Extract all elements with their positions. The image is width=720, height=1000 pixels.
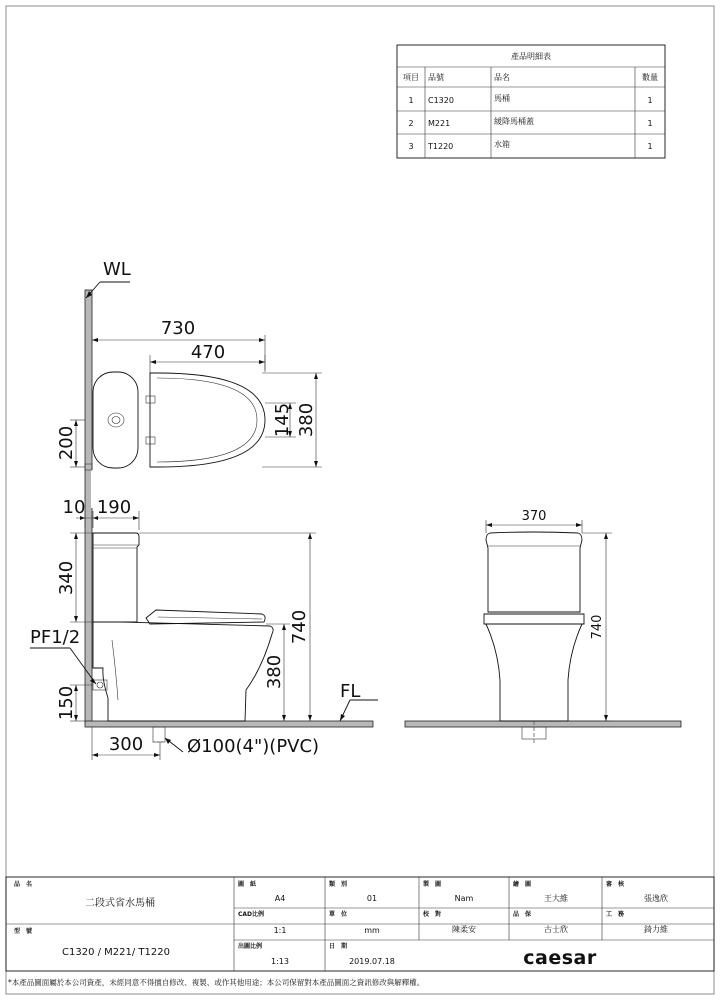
flush-button-icon bbox=[108, 413, 124, 427]
bom-row-1-item: 1 bbox=[408, 96, 414, 105]
title-block bbox=[6, 877, 714, 971]
dim-190: 190 bbox=[96, 497, 132, 518]
dim-10: 10 bbox=[62, 497, 86, 518]
dim-730: 730 bbox=[160, 318, 196, 339]
bom-row-2-qty: 1 bbox=[647, 119, 653, 128]
hinge-icon bbox=[146, 396, 155, 403]
bom-row-3-qty: 1 bbox=[647, 142, 653, 151]
tb-date-caption: 日 期 bbox=[329, 943, 348, 950]
bom-header-item: 項目 bbox=[403, 73, 419, 82]
tb-model: C1320 / M221/ T1220 bbox=[62, 947, 170, 958]
drain-label: Ø100(4")(PVC) bbox=[187, 736, 320, 757]
dim-740-side: 740 bbox=[289, 609, 310, 645]
tb-print-scale-caption: 出圖比例 bbox=[238, 943, 263, 950]
dim-740-front: 740 bbox=[590, 614, 605, 640]
tb-date: 2019.07.18 bbox=[349, 957, 395, 966]
wl-marker bbox=[86, 259, 131, 298]
dim-150: 150 bbox=[56, 685, 77, 721]
tb-product-name: 二段式省水馬桶 bbox=[85, 898, 155, 909]
bowl-front-outline bbox=[486, 624, 582, 721]
bom-row-1-code: C1320 bbox=[428, 96, 454, 105]
tank-side-outline bbox=[93, 533, 139, 622]
tb-reviewer: 王大維 bbox=[544, 894, 568, 903]
tb-unit-caption: 單 位 bbox=[329, 911, 348, 918]
tb-engineer: 錡力維 bbox=[644, 925, 668, 934]
top-view bbox=[56, 318, 322, 470]
dim-300: 300 bbox=[108, 734, 144, 755]
bom-header-code: 品號 bbox=[428, 73, 444, 82]
seat-front-outline bbox=[484, 614, 584, 624]
tb-audit-caption: 審 核 bbox=[606, 881, 625, 888]
bom-header-qty: 數量 bbox=[642, 73, 658, 82]
dim-380-top: 380 bbox=[296, 402, 317, 438]
bom-row-3-item: 3 bbox=[408, 142, 414, 151]
tb-qa: 古士欣 bbox=[544, 925, 568, 934]
bom-row-1-qty: 1 bbox=[647, 96, 653, 105]
floor-side bbox=[85, 721, 373, 727]
tank-front-outline bbox=[486, 532, 582, 612]
dim-340: 340 bbox=[56, 560, 77, 596]
tb-checker: 陳柔安 bbox=[452, 925, 476, 934]
tb-model-caption: 型 號 bbox=[14, 928, 33, 935]
tb-engineer-caption: 工 務 bbox=[606, 911, 625, 918]
tb-category: 01 bbox=[366, 894, 378, 903]
pf-label: PF1/2 bbox=[30, 627, 81, 648]
bom-row-1-name: 馬桶 bbox=[494, 94, 510, 103]
fl-label: FL bbox=[340, 681, 361, 702]
tb-paper-caption: 圖 紙 bbox=[238, 881, 257, 888]
bowl-side-outline bbox=[93, 622, 273, 721]
tb-product-name-caption: 品 名 bbox=[14, 881, 33, 888]
bom-row-2-code: M221 bbox=[428, 119, 451, 128]
brand-logo: caesar bbox=[523, 947, 597, 969]
side-view bbox=[30, 497, 378, 760]
wall bbox=[85, 290, 92, 723]
wl-label: WL bbox=[103, 259, 131, 280]
bom-row-3-code: T1220 bbox=[428, 142, 454, 151]
tb-scale: 1:1 bbox=[273, 926, 287, 935]
dim-200: 200 bbox=[56, 425, 77, 461]
tb-category-caption: 類 別 bbox=[329, 881, 348, 888]
tb-paper: A4 bbox=[274, 894, 286, 903]
tb-audit: 張逸欣 bbox=[644, 894, 668, 903]
tb-checker-caption: 校 對 bbox=[423, 911, 442, 918]
bom-title: 產品明細表 bbox=[511, 52, 551, 61]
tank-top-outline bbox=[93, 372, 138, 468]
footer-notice: *本產品圖面屬於本公司資產，未經同意不得擅自修改、複製、或作其他用途；本公司保留對本產品圖面之資訊修改與解釋權。 bbox=[8, 978, 425, 987]
dim-370: 370 bbox=[521, 509, 547, 524]
front-view bbox=[405, 509, 681, 745]
tb-drafter: Nam bbox=[454, 894, 474, 903]
bom-row-2-item: 2 bbox=[408, 119, 414, 128]
bom-row-2-name: 緩降馬桶蓋 bbox=[494, 117, 534, 126]
seat-top-outline bbox=[150, 373, 265, 467]
tb-unit: mm bbox=[364, 926, 380, 935]
bom-row-3-name: 水箱 bbox=[494, 140, 510, 149]
dim-145: 145 bbox=[272, 402, 293, 438]
tb-reviewer-caption: 繪 圖 bbox=[513, 881, 532, 888]
tb-qa-caption: 品 保 bbox=[513, 911, 532, 918]
dim-380-side: 380 bbox=[264, 654, 285, 690]
drain-pipe-side bbox=[153, 727, 165, 742]
tb-scale-caption: CAD比例 bbox=[238, 911, 265, 918]
floor-front bbox=[405, 721, 681, 727]
hinge-icon bbox=[146, 437, 155, 444]
bom-table bbox=[397, 45, 665, 158]
bom-header-name: 品名 bbox=[494, 73, 510, 82]
tb-drafter-caption: 製 圖 bbox=[423, 881, 442, 888]
dim-470: 470 bbox=[190, 342, 226, 363]
tb-print-scale: 1:13 bbox=[271, 957, 289, 966]
